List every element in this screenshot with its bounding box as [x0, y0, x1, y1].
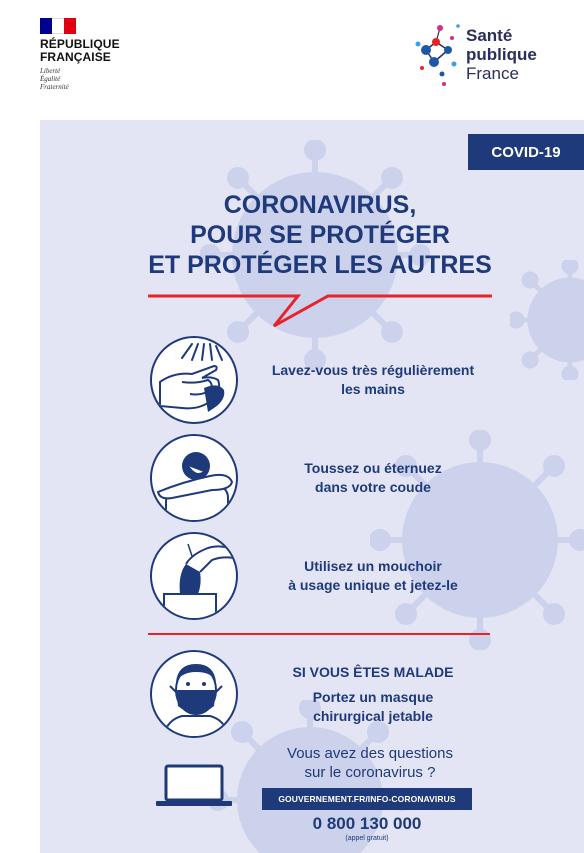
sante-publique-france-logo	[414, 20, 564, 90]
questions-line: sur le coronavirus ?	[304, 764, 436, 781]
motto-fraternite: Fraternité	[40, 83, 69, 91]
rf-motto	[40, 67, 150, 91]
spf-wordmark	[466, 26, 537, 83]
advice-item-sick-mask	[150, 650, 540, 742]
headline-line-1: CORONAVIRUS,	[223, 191, 417, 219]
spf-line3: France	[466, 64, 519, 83]
advice-line: chirurgical jetable	[313, 707, 433, 724]
hand-washing-icon	[150, 336, 238, 424]
spf-line1: Santé	[466, 26, 513, 45]
elbow-cough-icon	[150, 434, 238, 522]
molecule-icon	[414, 20, 464, 90]
headline	[100, 190, 540, 280]
advice-line: Toussez ou éternuez	[304, 460, 442, 476]
covid-poster	[40, 120, 584, 853]
laptop-icon	[154, 764, 234, 808]
info-url-link[interactable]: GOUVERNEMENT.FR/INFO-CORONAVIRUS	[262, 788, 472, 810]
spf-line2: publique	[466, 45, 537, 64]
tissue-box-icon	[150, 532, 238, 620]
headline-line-2: POUR SE PROTÉGER	[190, 221, 450, 249]
sick-title: SI VOUS ÊTES MALADE	[292, 663, 454, 680]
advice-item-wash-hands	[150, 336, 540, 428]
rf-line2: FRANÇAISE	[40, 50, 111, 64]
phone-note: (appel gratuit)	[345, 835, 389, 842]
advice-item-tissue	[150, 532, 540, 624]
motto-liberte: Liberté	[40, 67, 61, 75]
rf-line1: RÉPUBLIQUE	[40, 37, 120, 51]
republique-francaise-logo	[40, 18, 150, 91]
advice-text	[248, 434, 498, 522]
advice-text	[248, 532, 498, 620]
french-flag-icon	[40, 18, 76, 34]
speech-bubble-divider	[148, 292, 492, 332]
motto-egalite: Égalité	[40, 75, 61, 83]
phone-number: 0 800 130 000	[312, 814, 422, 833]
red-divider	[148, 633, 490, 635]
questions-text	[260, 744, 480, 782]
advice-line: dans votre coude	[315, 479, 431, 495]
rf-title	[40, 38, 150, 64]
advice-line: Lavez-vous très régulièrement	[271, 362, 475, 378]
questions-line: Vous avez des questions	[287, 745, 453, 762]
advice-item-cough-elbow	[150, 434, 540, 526]
advice-line: Portez un masque	[312, 688, 434, 705]
advice-text	[248, 336, 498, 424]
advice-line: les mains	[341, 381, 405, 397]
sick-advice-text	[248, 650, 498, 738]
headline-line-3: ET PROTÉGER LES AUTRES	[148, 251, 492, 279]
advice-line: à usage unique et jetez-le	[288, 577, 458, 593]
face-mask-icon	[150, 650, 238, 738]
advice-line: Utilisez un mouchoir	[304, 558, 442, 574]
covid-19-tag: COVID-19	[468, 134, 584, 170]
